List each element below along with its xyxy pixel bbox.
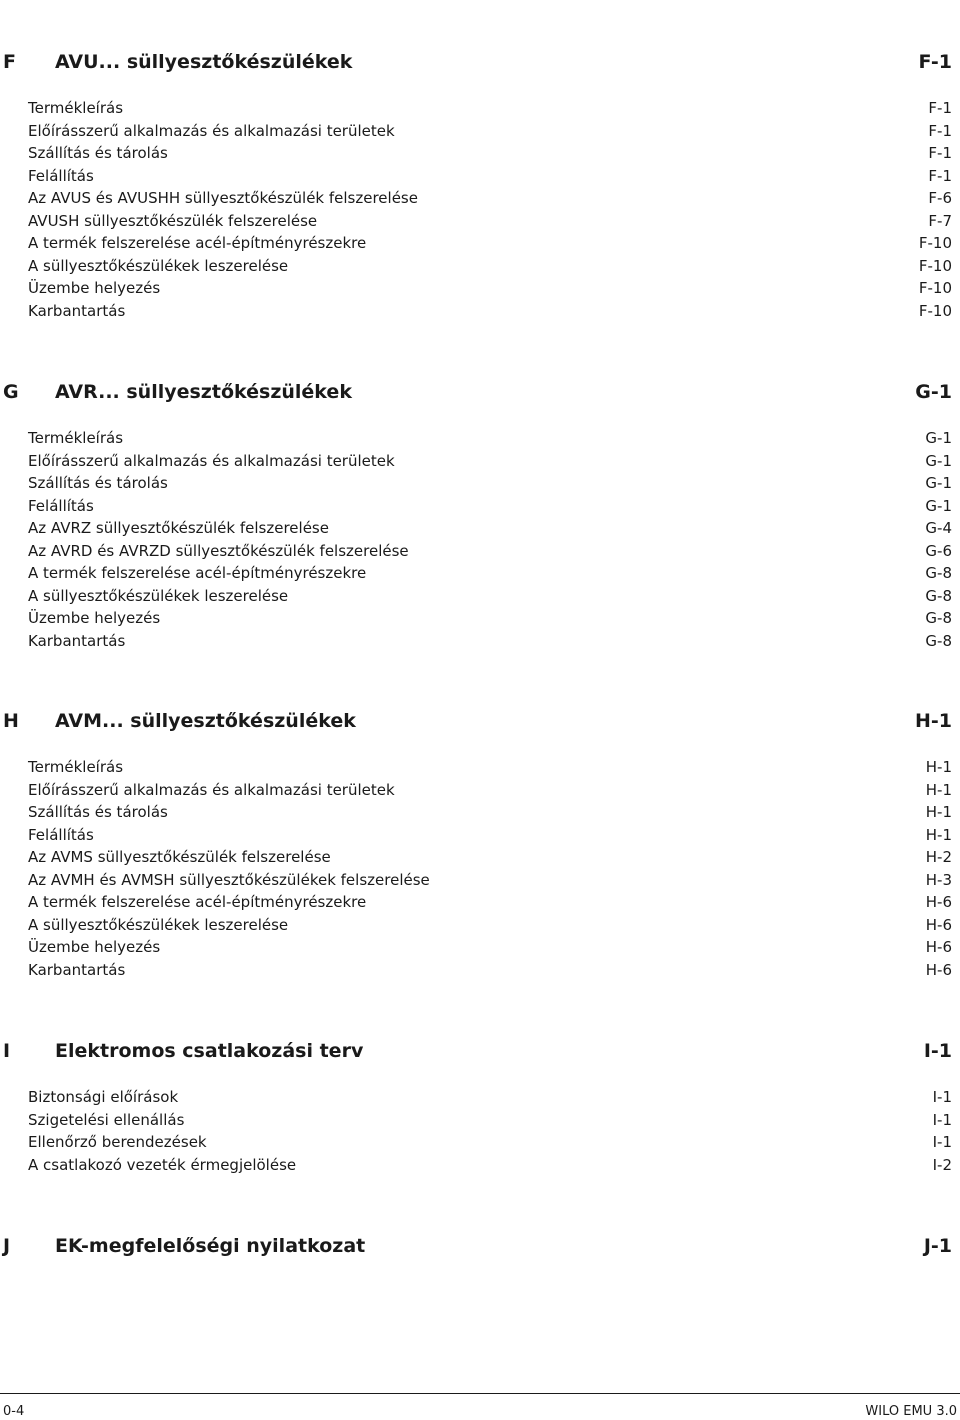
section-letter: I [3,1040,11,1062]
section-letter: H [3,710,19,732]
entry-page: I-2 [932,1155,952,1174]
entry-label: Felállítás [28,496,94,515]
toc-entry[interactable] [0,1109,960,1132]
entry-label: A termék felszerelése acél-építményrészekre [28,234,367,252]
entry-page: F-10 [918,301,952,320]
section-letter: G [3,381,19,403]
section-letter: J [3,1235,11,1257]
entry-page: G-1 [925,474,952,492]
entry-page: F-1 [928,144,952,162]
toc-entry[interactable] [0,142,960,165]
toc-entry[interactable] [0,562,960,585]
toc-entry[interactable] [0,891,960,914]
entry-label: A süllyesztőkészülékek leszerelése [28,586,289,605]
entry-page: F-10 [918,279,952,297]
section-page: F-1 [918,51,952,73]
toc-section-i [0,1036,960,1174]
toc-entry[interactable] [0,869,960,892]
section-page: G-1 [915,381,952,403]
entry-label: Felállítás [28,825,94,844]
entry-label: Előírásszerű alkalmazás és alkalmazási területek [28,121,395,140]
toc-entry[interactable] [0,210,960,233]
footer-document-name: WILO EMU 3.0 [865,1404,957,1419]
entry-label: Karbantartás [28,960,126,979]
toc-entry[interactable] [0,1086,960,1109]
entry-page: G-1 [925,451,952,470]
toc-section-j [0,1231,960,1261]
entry-page: G-8 [925,631,952,650]
toc-entry[interactable] [0,187,960,210]
footer-divider [0,1393,960,1394]
entry-page: G-8 [925,609,952,627]
toc-entry[interactable] [0,427,960,450]
section-entries [0,427,960,652]
entry-page: H-1 [925,780,952,799]
entry-label: A csatlakozó vezeték érmegjelölése [28,1155,297,1174]
toc-entry[interactable] [0,232,960,255]
entry-page: F-6 [928,189,952,207]
toc-entry[interactable] [0,120,960,143]
entry-page: F-1 [928,121,952,140]
entry-label: Szállítás és tárolás [28,144,168,162]
toc-section-h [0,706,960,979]
entry-label: Az AVRZ süllyesztőkészülék felszerelése [28,519,329,537]
section-heading [0,47,960,77]
section-title: AVM... süllyesztőkészülékek [55,710,356,732]
entry-page: G-1 [925,429,952,447]
toc-entry[interactable] [0,540,960,563]
entry-label: A süllyesztőkészülékek leszerelése [28,915,289,934]
section-title: AVU... süllyesztőkészülékek [55,51,353,73]
toc-entry[interactable] [0,300,960,323]
toc-entry[interactable] [0,517,960,540]
entry-page: F-7 [928,211,952,230]
toc-entry[interactable] [0,472,960,495]
toc-entry[interactable] [0,1154,960,1177]
entry-label: Az AVRD és AVRZD süllyesztőkészülék felszerelése [28,541,409,560]
entry-page: G-8 [925,564,952,582]
entry-page: I-1 [932,1088,952,1106]
section-title: EK-megfelelőségi nyilatkozat [55,1235,366,1257]
entry-label: Termékleírás [28,99,124,117]
toc-entry[interactable] [0,450,960,473]
toc-entry[interactable] [0,756,960,779]
entry-page: G-4 [925,519,952,537]
entry-label: Az AVMS süllyesztőkészülék felszerelése [28,848,331,866]
toc-entry[interactable] [0,936,960,959]
toc-entry[interactable] [0,914,960,937]
toc-section-g [0,377,960,650]
entry-page: I-1 [932,1133,952,1151]
toc-entry[interactable] [0,495,960,518]
toc-entry[interactable] [0,277,960,300]
section-heading [0,1231,960,1261]
entry-page: H-6 [925,938,952,956]
entry-label: Ellenőrző berendezések [28,1133,207,1151]
toc-entry[interactable] [0,824,960,847]
toc-entry[interactable] [0,630,960,653]
entry-page: H-6 [925,915,952,934]
toc-entry[interactable] [0,779,960,802]
entry-page: G-6 [925,541,952,560]
entry-label: Üzembe helyezés [28,279,161,297]
entry-page: H-6 [925,893,952,911]
section-heading [0,377,960,407]
entry-label: Szállítás és tárolás [28,474,168,492]
entry-label: Felállítás [28,166,94,185]
toc-entry[interactable] [0,801,960,824]
entry-page: H-1 [925,803,952,821]
entry-label: A termék felszerelése acél-építményrészekre [28,893,367,911]
entry-page: H-1 [925,758,952,776]
entry-label: A süllyesztőkészülékek leszerelése [28,256,289,275]
entry-label: Karbantartás [28,631,126,650]
entry-page: F-10 [918,234,952,252]
section-entries [0,97,960,322]
section-entries [0,756,960,981]
entry-label: Az AVMH és AVMSH süllyesztőkészülékek felszerelése [28,870,430,889]
entry-label: Üzembe helyezés [28,609,161,627]
entry-page: F-1 [928,99,952,117]
section-page: J-1 [923,1235,952,1257]
entry-label: Biztonsági előírások [28,1088,179,1106]
section-entries [0,1086,960,1176]
footer-page-number: 0-4 [3,1404,25,1419]
toc-entry[interactable] [0,1131,960,1154]
entry-page: H-1 [925,825,952,844]
toc-entry[interactable] [0,846,960,869]
entry-page: F-1 [928,166,952,185]
entry-label: Az AVUS és AVUSHH süllyesztőkészülék felszerelése [28,189,418,207]
entry-page: H-3 [925,870,952,889]
entry-label: Előírásszerű alkalmazás és alkalmazási területek [28,451,395,470]
entry-label: Termékleírás [28,429,124,447]
section-heading [0,706,960,736]
toc-entry[interactable] [0,255,960,278]
entry-page: H-2 [925,848,952,866]
entry-label: Karbantartás [28,301,126,320]
section-letter: F [3,51,16,73]
entry-page: H-6 [925,960,952,979]
entry-page: G-8 [925,586,952,605]
entry-page: G-1 [925,496,952,515]
toc-entry[interactable] [0,97,960,120]
section-heading [0,1036,960,1066]
entry-label: Termékleírás [28,758,124,776]
section-page: I-1 [923,1040,952,1062]
entry-label: AVUSH süllyesztőkészülék felszerelése [28,211,318,230]
toc-entry[interactable] [0,165,960,188]
entry-label: Előírásszerű alkalmazás és alkalmazási területek [28,780,395,799]
section-title: Elektromos csatlakozási terv [55,1040,364,1062]
entry-page: F-10 [918,256,952,275]
toc-entry[interactable] [0,585,960,608]
entry-label: Szigetelési ellenállás [28,1110,185,1129]
entry-label: A termék felszerelése acél-építményrészekre [28,564,367,582]
entry-page: I-1 [932,1110,952,1129]
toc-entry[interactable] [0,959,960,982]
section-page: H-1 [914,710,952,732]
toc-entry[interactable] [0,607,960,630]
entry-label: Szállítás és tárolás [28,803,168,821]
entry-label: Üzembe helyezés [28,938,161,956]
toc-section-f [0,47,960,320]
section-title: AVR... süllyesztőkészülékek [55,381,352,403]
